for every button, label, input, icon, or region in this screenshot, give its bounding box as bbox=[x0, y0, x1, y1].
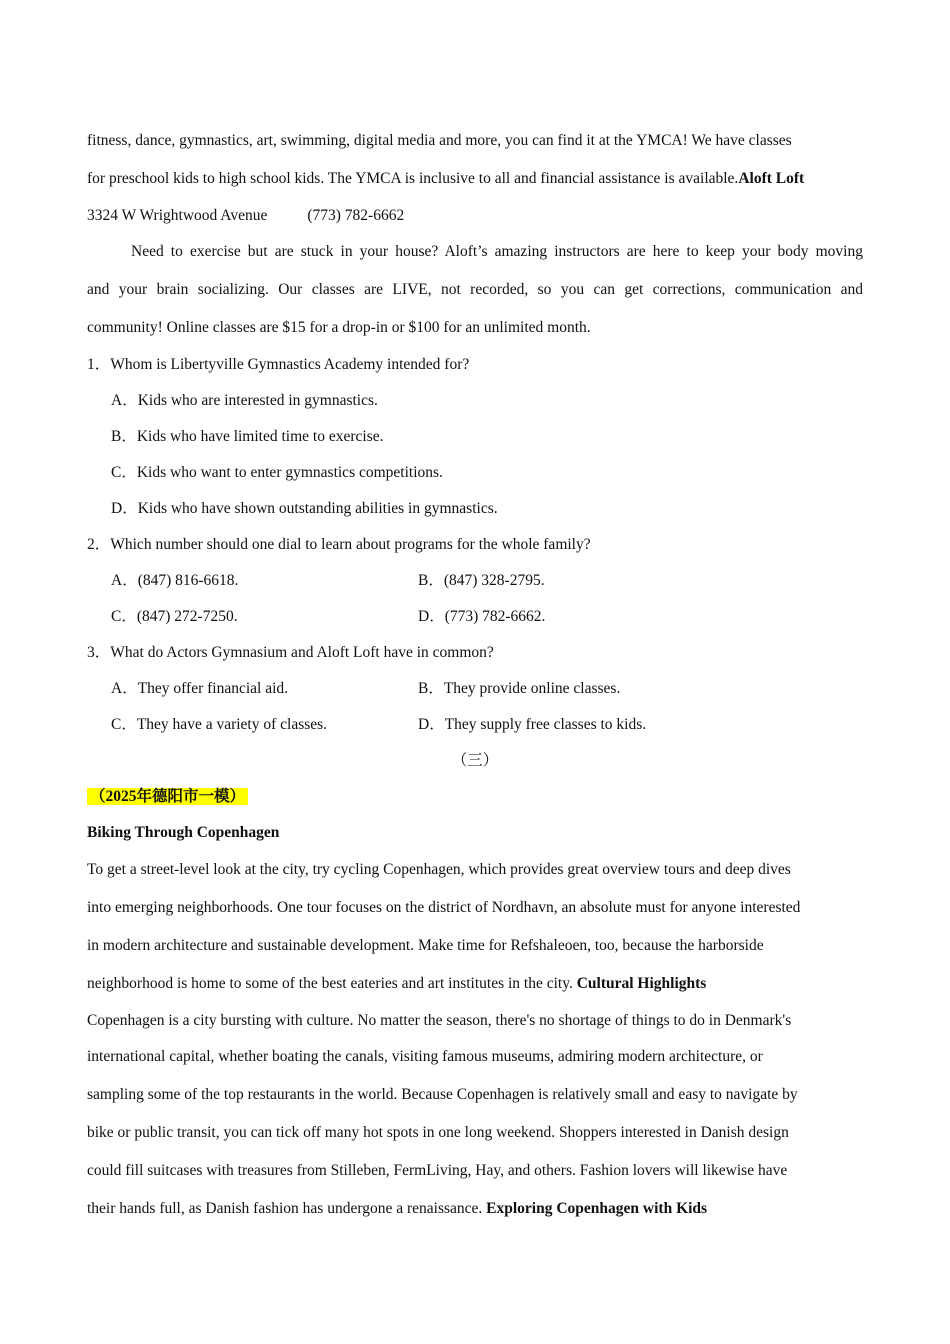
contact-line bbox=[87, 198, 863, 233]
option: D．(773) 782-6662. bbox=[418, 608, 546, 625]
option-row bbox=[87, 491, 863, 527]
article-title: Biking Through Copenhagen bbox=[87, 824, 280, 841]
option: A．Kids who are interested in gymnastics. bbox=[111, 392, 378, 409]
option-row bbox=[87, 419, 863, 455]
option: D．Kids who have shown outstanding abilities in gymnastics. bbox=[111, 500, 498, 517]
passage-text: for preschool kids to high school kids. The YMCA is inclusive to all and financial assistance is available. bbox=[87, 170, 739, 187]
option: B．Kids who have limited time to exercise. bbox=[111, 428, 384, 445]
section-heading-aloft-loft: Aloft Loft bbox=[738, 170, 805, 187]
option: C．Kids who want to enter gymnastics competitions. bbox=[111, 464, 443, 481]
option: A．(847) 816-6618. bbox=[111, 572, 239, 589]
option: B．They provide online classes. bbox=[418, 680, 621, 697]
option-row bbox=[87, 671, 863, 707]
article-line: bike or public transit, you can tick off many hot spots in one long weekend. Shoppers interested in Danish design bbox=[87, 1124, 789, 1141]
article-text: neighborhood is home to some of the best eateries and art institutes in the city. bbox=[87, 975, 573, 992]
option: C．(847) 272-7250. bbox=[111, 608, 238, 625]
option-row bbox=[87, 563, 863, 599]
article-line: To get a street-level look at the city, try cycling Copenhagen, which provides great overview tours and deep dives bbox=[87, 861, 791, 878]
question-stem: 2．Which number should one dial to learn about programs for the whole family? bbox=[87, 536, 591, 553]
section-heading-exploring-with-kids: Exploring Copenhagen with Kids bbox=[486, 1200, 708, 1217]
article-line: sampling some of the top restaurants in the world. Because Copenhagen is relatively small and easy to navigate by bbox=[87, 1086, 798, 1103]
article-line bbox=[87, 965, 863, 1003]
address: 3324 W Wrightwood Avenue bbox=[87, 207, 268, 224]
article-line: international capital, whether boating the canals, visiting famous museums, admiring modern architecture, or bbox=[87, 1048, 763, 1065]
passage-line: and your brain socializing. Our classes are LIVE, not recorded, so you can get corrections, communication and bbox=[87, 281, 863, 298]
passage-line: Need to exercise but are stuck in your house? Aloft’s amazing instructors are here to keep your body moving bbox=[131, 243, 863, 260]
option-row bbox=[87, 599, 863, 635]
article-line: could fill suitcases with treasures from Stilleben, FermLiving, Hay, and others. Fashion lovers will likewise have bbox=[87, 1162, 788, 1179]
question-stem: 1．Whom is Libertyville Gymnastics Academy intended for? bbox=[87, 356, 470, 373]
passage-line: fitness, dance, gymnastics, art, swimming, digital media and more, you can find it at the YMCA! We have classes bbox=[87, 132, 792, 149]
option-row bbox=[87, 707, 863, 743]
option-row bbox=[87, 383, 863, 419]
article-text: their hands full, as Danish fashion has undergone a renaissance. bbox=[87, 1200, 483, 1217]
article-line: into emerging neighborhoods. One tour focuses on the district of Nordhavn, an absolute must for anyone interested bbox=[87, 899, 801, 916]
option: A．They offer financial aid. bbox=[111, 680, 289, 697]
section-heading-cultural-highlights: Cultural Highlights bbox=[576, 975, 707, 992]
article-line: in modern architecture and sustainable development. Make time for Refshaleoen, too, because the harborside bbox=[87, 937, 764, 954]
passage-line bbox=[87, 160, 863, 198]
option: C．They have a variety of classes. bbox=[111, 716, 328, 733]
source-tag-row bbox=[87, 779, 863, 815]
article-line bbox=[87, 1190, 863, 1228]
option-row bbox=[87, 455, 863, 491]
source-tag: （2025年德阳市一模） bbox=[87, 788, 248, 805]
option: D．They supply free classes to kids. bbox=[418, 716, 647, 733]
section-marker: （三） bbox=[451, 752, 499, 769]
option: B．(847) 328-2795. bbox=[418, 572, 545, 589]
phone-number: (773) 782-6662 bbox=[307, 207, 405, 224]
document-content bbox=[87, 122, 863, 1228]
article-line: Copenhagen is a city bursting with culture. No matter the season, there's no shortage of things to do in Denmark's bbox=[87, 1012, 792, 1029]
passage-line: community! Online classes are $15 for a drop-in or $100 for an unlimited month. bbox=[87, 319, 591, 336]
question-stem: 3．What do Actors Gymnasium and Aloft Loft have in common? bbox=[87, 644, 494, 661]
